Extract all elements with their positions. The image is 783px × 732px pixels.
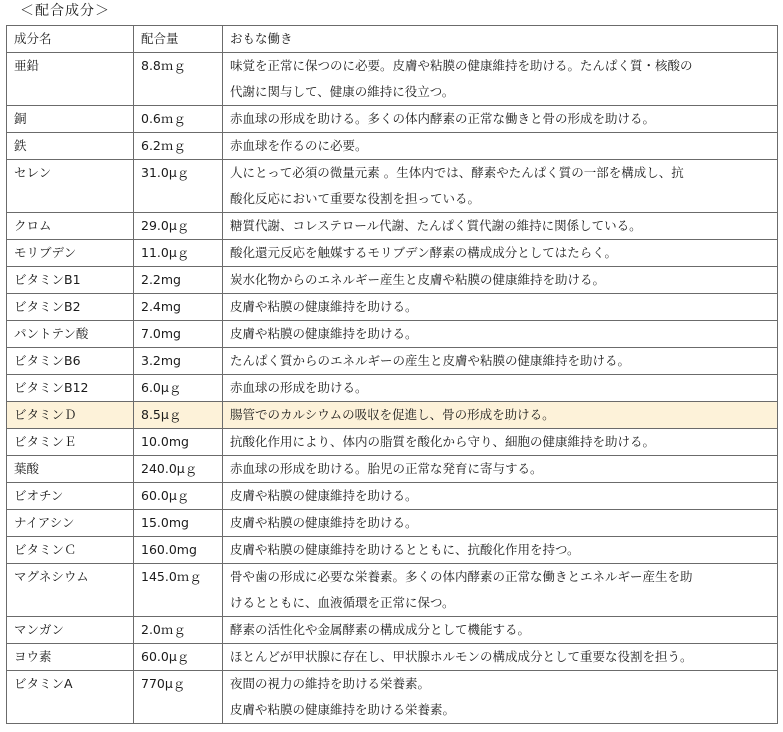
- ingredient-amount: 6.2ｍｇ: [134, 133, 223, 160]
- ingredient-effect: [223, 348, 778, 375]
- ingredient-name: ヨウ素: [7, 644, 134, 671]
- header-effect: おもな働き: [223, 26, 778, 53]
- ingredient-amount: 0.6ｍｇ: [134, 106, 223, 133]
- table-row: [7, 483, 778, 510]
- table-row: [7, 213, 778, 240]
- table-row: [7, 644, 778, 671]
- ingredient-effect: [223, 133, 778, 160]
- ingredient-amount: 145.0ｍｇ: [134, 564, 223, 617]
- ingredient-amount: 60.0μｇ: [134, 483, 223, 510]
- table-row: [7, 160, 778, 213]
- ingredient-effect: [223, 402, 778, 429]
- ingredient-amount: 8.5μｇ: [134, 402, 223, 429]
- ingredient-name: モリブデン: [7, 240, 134, 267]
- effect-line: 味覚を正常に保つのに必要。皮膚や粘膜の健康維持を助ける。たんぱく質・核酸の: [230, 58, 693, 73]
- ingredient-name: 鉄: [7, 133, 134, 160]
- table-row: [7, 617, 778, 644]
- table-row: [7, 53, 778, 106]
- table-row: [7, 133, 778, 160]
- ingredient-amount: 8.8ｍｇ: [134, 53, 223, 106]
- ingredient-name: ビタミンB2: [7, 294, 134, 321]
- ingredient-name: マグネシウム: [7, 564, 134, 617]
- ingredient-effect: [223, 564, 778, 617]
- ingredient-amount: 31.0μｇ: [134, 160, 223, 213]
- header-amount: 配合量: [134, 26, 223, 53]
- ingredient-amount: 6.0μｇ: [134, 375, 223, 402]
- ingredient-effect: [223, 240, 778, 267]
- ingredient-name: ビタミンＥ: [7, 429, 134, 456]
- effect-line: 糖質代謝、コレステロール代謝、たんぱく質代謝の維持に関係している。: [230, 218, 642, 233]
- ingredient-name: ビタミンＣ: [7, 537, 134, 564]
- ingredient-effect: [223, 294, 778, 321]
- ingredient-name: パントテン酸: [7, 321, 134, 348]
- table-row: [7, 671, 778, 724]
- ingredient-name: ビタミンB1: [7, 267, 134, 294]
- table-body: [7, 53, 778, 724]
- ingredient-name: ビタミンB12: [7, 375, 134, 402]
- effect-line: 皮膚や粘膜の健康維持を助けるとともに、抗酸化作用を持つ。: [230, 542, 580, 557]
- effect-line: 人にとって必須の微量元素 。生体内では、酵素やたんぱく質の一部を構成し、抗: [230, 165, 684, 180]
- ingredient-amount: 160.0mg: [134, 537, 223, 564]
- ingredient-effect: [223, 321, 778, 348]
- table-row: [7, 348, 778, 375]
- ingredient-effect: [223, 483, 778, 510]
- ingredient-amount: 15.0mg: [134, 510, 223, 537]
- ingredient-amount: 3.2mg: [134, 348, 223, 375]
- table-row: [7, 564, 778, 617]
- ingredient-effect: [223, 671, 778, 724]
- effect-line: 腸管でのカルシウムの吸収を促進し、骨の形成を助ける。: [230, 407, 555, 422]
- ingredient-effect: [223, 375, 778, 402]
- table-row: [7, 240, 778, 267]
- ingredient-effect: [223, 106, 778, 133]
- ingredient-name: セレン: [7, 160, 134, 213]
- effect-line: 赤血球を作るのに必要。: [230, 138, 368, 153]
- ingredient-name: ビタミンB6: [7, 348, 134, 375]
- effect-line: 赤血球の形成を助ける。胎児の正常な発育に寄与する。: [230, 461, 543, 476]
- effect-line: 酵素の活性化や金属酵素の構成成分として機能する。: [230, 622, 531, 637]
- table-row: [7, 294, 778, 321]
- effect-line: 皮膚や粘膜の健康維持を助ける。: [230, 326, 418, 341]
- effect-line: 炭水化物からのエネルギー産生と皮膚や粘膜の健康維持を助ける。: [230, 272, 606, 287]
- table-row: [7, 429, 778, 456]
- ingredient-effect: [223, 429, 778, 456]
- effect-line: ほとんどが甲状腺に存在し、甲状腺ホルモンの構成成分として重要な役割を担う。: [230, 649, 693, 664]
- effect-line: たんぱく質からのエネルギーの産生と皮膚や粘膜の健康維持を助ける。: [230, 353, 631, 368]
- effect-line: 皮膚や粘膜の健康維持を助ける。: [230, 488, 418, 503]
- ingredient-name: 銅: [7, 106, 134, 133]
- table-row: [7, 510, 778, 537]
- ingredient-amount: 2.0ｍｇ: [134, 617, 223, 644]
- ingredient-name: 亜鉛: [7, 53, 134, 106]
- table-row: [7, 267, 778, 294]
- table-row: [7, 537, 778, 564]
- ingredient-name: ビタミンA: [7, 671, 134, 724]
- header-name: 成分名: [7, 26, 134, 53]
- table-row: [7, 402, 778, 429]
- table-row: [7, 106, 778, 133]
- ingredient-effect: [223, 456, 778, 483]
- effect-line: 皮膚や粘膜の健康維持を助ける。: [230, 515, 418, 530]
- ingredient-effect: [223, 213, 778, 240]
- ingredient-name: ナイアシン: [7, 510, 134, 537]
- ingredient-name: マンガン: [7, 617, 134, 644]
- ingredient-effect: [223, 617, 778, 644]
- ingredient-amount: 2.2mg: [134, 267, 223, 294]
- effect-line: 赤血球の形成を助ける。: [230, 380, 368, 395]
- ingredient-name: 葉酸: [7, 456, 134, 483]
- ingredients-table: [6, 25, 778, 724]
- ingredient-amount: 2.4mg: [134, 294, 223, 321]
- effect-line: 夜間の視力の維持を助ける栄養素。: [230, 676, 431, 691]
- table-row: [7, 456, 778, 483]
- ingredient-amount: 240.0μｇ: [134, 456, 223, 483]
- ingredient-amount: 29.0μｇ: [134, 213, 223, 240]
- ingredient-amount: 10.0mg: [134, 429, 223, 456]
- effect-line: 赤血球の形成を助ける。多くの体内酵素の正常な働きと骨の形成を助ける。: [230, 111, 656, 126]
- ingredient-name: クロム: [7, 213, 134, 240]
- ingredient-amount: 11.0μｇ: [134, 240, 223, 267]
- effect-line: 骨や歯の形成に必要な栄養素。多くの体内酵素の正常な働きとエネルギー産生を助: [230, 569, 693, 584]
- ingredient-effect: [223, 53, 778, 106]
- ingredient-amount: 60.0μｇ: [134, 644, 223, 671]
- section-title: ＜配合成分＞: [20, 3, 110, 19]
- ingredient-name: ビタミンＤ: [7, 402, 134, 429]
- ingredient-amount: 770μｇ: [134, 671, 223, 724]
- effect-line: 皮膚や粘膜の健康維持を助ける栄養素。: [230, 702, 456, 717]
- ingredient-effect: [223, 510, 778, 537]
- effect-line: 酸化還元反応を触媒するモリブデン酵素の構成成分としてはたらく。: [230, 245, 618, 260]
- effect-line: 酸化反応において重要な役割を担っている。: [230, 191, 481, 206]
- ingredient-effect: [223, 537, 778, 564]
- effect-line: 抗酸化作用により、体内の脂質を酸化から守り、細胞の健康維持を助ける。: [230, 434, 656, 449]
- table-row: [7, 375, 778, 402]
- effect-line: けるとともに、血液循環を正常に保つ。: [230, 595, 455, 610]
- effect-line: 代謝に関与して、健康の維持に役立つ。: [230, 84, 455, 99]
- ingredient-effect: [223, 160, 778, 213]
- ingredient-name: ビオチン: [7, 483, 134, 510]
- ingredient-amount: 7.0mg: [134, 321, 223, 348]
- table-header-row: [7, 26, 778, 53]
- ingredient-effect: [223, 644, 778, 671]
- ingredient-effect: [223, 267, 778, 294]
- table-row: [7, 321, 778, 348]
- effect-line: 皮膚や粘膜の健康維持を助ける。: [230, 299, 418, 314]
